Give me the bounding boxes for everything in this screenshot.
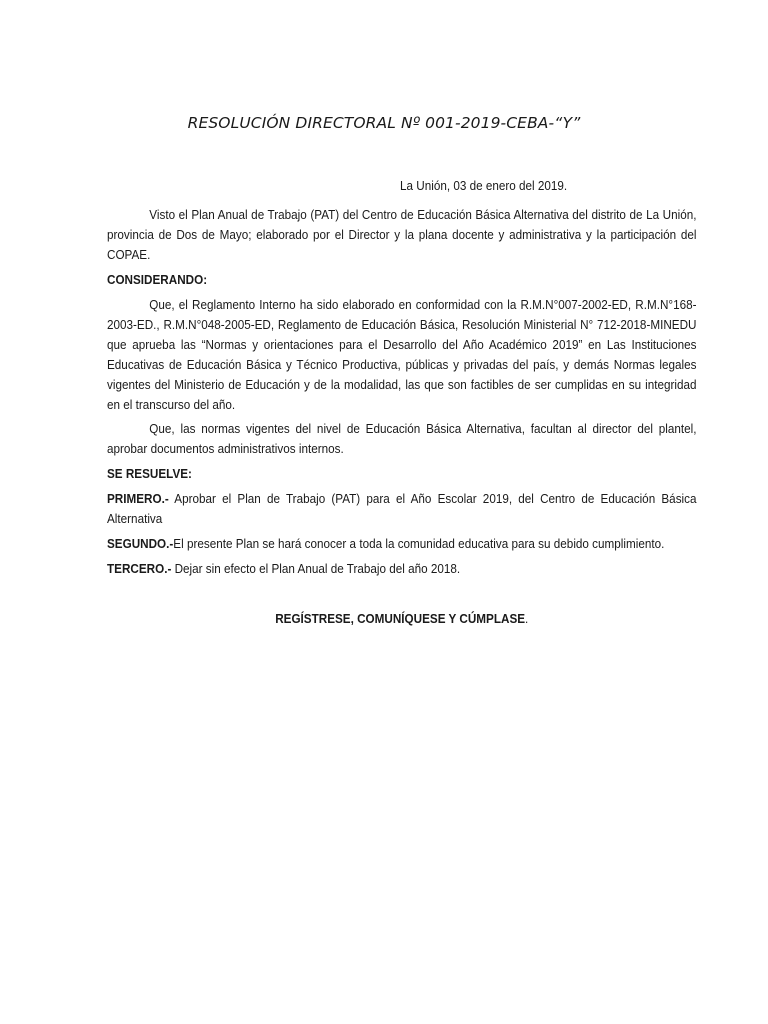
body-text xyxy=(107,205,697,629)
segundo-text: El presente Plan se hará conocer a toda la comunidad educativa para su debido cumplimiento. xyxy=(173,536,665,551)
document-body xyxy=(107,205,697,629)
primero-label: PRIMERO.- xyxy=(107,491,169,506)
closing-formula-text: REGÍSTRESE, COMUNÍQUESE Y CÚMPLASE xyxy=(275,611,526,626)
tercero-text: Dejar sin efecto el Plan Anual de Trabajo del año 2018. xyxy=(171,561,461,576)
article-segundo xyxy=(107,534,697,554)
primero-text: Aprobar el Plan de Trabajo (PAT) para el Año Escolar 2019, del Centro de Educación Básica Alternativa xyxy=(107,491,697,526)
article-tercero xyxy=(107,559,697,579)
closing-formula xyxy=(107,609,697,629)
considerando-heading: CONSIDERANDO: xyxy=(107,272,208,287)
considerando-paragraph-1: Que, el Reglamento Interno ha sido elaborado en conformidad con la R.M.N°007-2002-ED, R.M.N°168-2003-ED., R.M.N°048-2005-ED, Reglamento de Educación Básica, Resolución Ministerial N° 712-2018-MINEDU que aprueba las “Normas y orientaciones para el Desarrollo del Año Académico 2019” en Las Instituciones Educativas de Educación Básica y Técnico Productiva, públicas y privadas del país, y demás Normas legales vigentes del Ministerio de Educación y de la modalidad, las que son factibles de ser cumplidas en su integridad en el transcurso del año. xyxy=(107,297,697,412)
segundo-label: SEGUNDO.- xyxy=(107,536,174,551)
tercero-label: TERCERO.- xyxy=(107,561,172,576)
closing-formula-dot: . xyxy=(525,611,529,626)
se-resuelve-heading: SE RESUELVE: xyxy=(107,466,192,481)
article-primero xyxy=(107,489,697,529)
visto-paragraph: Visto el Plan Anual de Trabajo (PAT) del Centro de Educación Básica Alternativa del distrito de La Unión, provincia de Dos de Mayo; elaborado por el Director y la plana docente y administrativa y la participación del COPAE. xyxy=(107,207,697,262)
date-line: La Unión, 03 de enero del 2019. xyxy=(400,178,568,193)
considerando-paragraph-2: Que, las normas vigentes del nivel de Educación Básica Alternativa, facultan al director del plantel, aprobar documentos administrativos internos. xyxy=(107,421,697,456)
resolution-title: RESOLUCIÓN DIRECTORAL Nº 001-2019-CEBA-“Y” xyxy=(187,114,581,132)
